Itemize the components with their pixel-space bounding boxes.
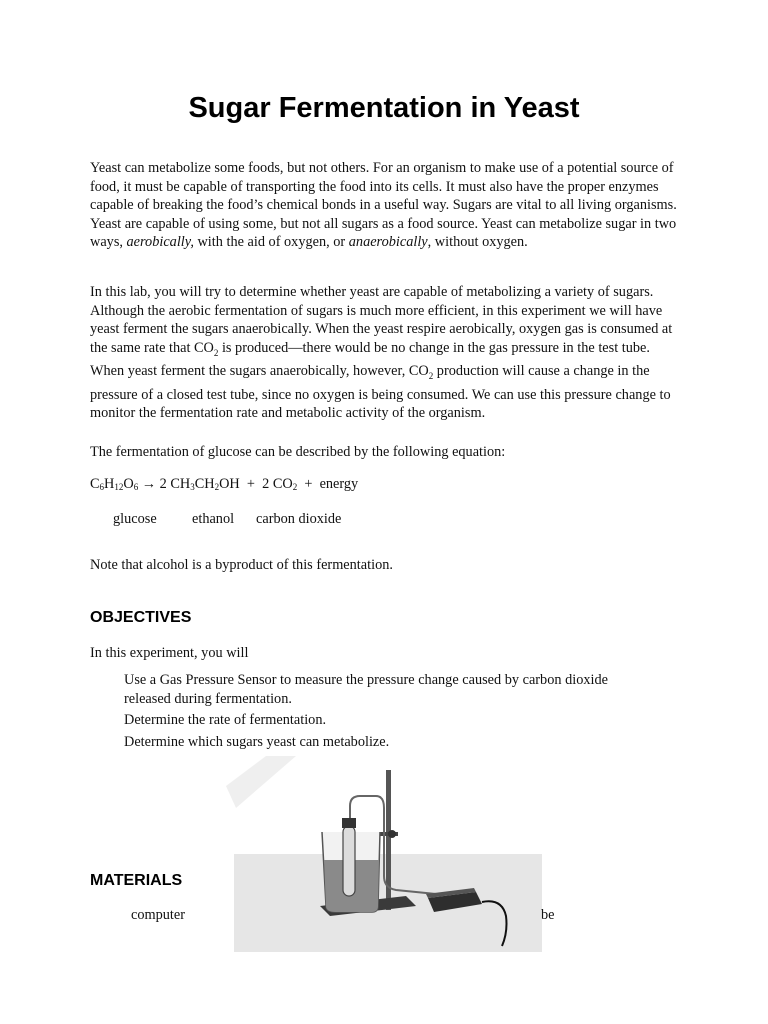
objectives-heading: OBJECTIVES xyxy=(90,609,192,626)
objective-item xyxy=(113,671,673,708)
term-anaerobically: anaerobically xyxy=(348,234,428,251)
intro-text: In this lab, you will try to determine whether yeast are capable of metabolizing a variety of sugars. Although the aerobic fermentation of sugars is much more efficient, in this experiment we will have yeast ferment the sugars anaerobically. When the yeast respire aerobically, oxygen gas is consumed at the same rate that CO xyxy=(90,284,673,356)
intro-paragraph-2 xyxy=(90,283,680,423)
objective-item xyxy=(113,733,673,752)
clamp-knob xyxy=(388,830,396,838)
intro-text: with the aid of oxygen, or xyxy=(193,234,349,251)
eq-part: + energy xyxy=(297,476,359,492)
intro-text: , without oxygen. xyxy=(427,234,528,251)
eq-subscript: 2 xyxy=(214,482,220,492)
term-aerobically: aerobically, xyxy=(126,234,194,251)
eq-subscript: 6 xyxy=(133,482,139,492)
intro-paragraph-1 xyxy=(90,159,680,252)
material-item-computer: computer xyxy=(131,907,185,923)
subscript: 2 xyxy=(428,371,434,382)
intro-paragraph-3 xyxy=(90,443,680,462)
eq-subscript: 2 xyxy=(292,482,298,492)
eq-part: O xyxy=(123,476,134,492)
eq-part: → 2 CH xyxy=(138,476,191,492)
page-title: Sugar Fermentation in Yeast xyxy=(188,92,580,124)
label-ethanol: ethanol xyxy=(192,511,235,527)
eq-subscript: 3 xyxy=(190,482,195,492)
subscript: 2 xyxy=(213,347,219,358)
fermentation-equation xyxy=(90,476,358,493)
equation-intro: The fermentation of glucose can be described by the following equation: xyxy=(90,444,506,460)
intro-text: is produced—there would be no change in the gas pressure in the test tube. When yeast ferment the sugars anaerobically, however, CO xyxy=(90,339,650,380)
note-text: Note that alcohol is a byproduct of this fermentation. xyxy=(90,557,393,573)
objective-text: Determine which sugars yeast can metabolize. xyxy=(124,734,390,750)
eq-subscript: 12 xyxy=(114,482,124,492)
eq-part: OH + 2 CO xyxy=(219,476,293,492)
eq-subscript: 6 xyxy=(99,482,105,492)
label-glucose: glucose xyxy=(113,511,157,527)
test-tube xyxy=(343,826,355,896)
intro-text: production will cause a change in the pressure of a closed test tube, since no oxygen is being consumed. We can use this pressure change to monitor the fermentation rate and metabolic activity of the organism. xyxy=(90,363,671,422)
materials-heading: MATERIALS xyxy=(90,872,183,889)
objective-text: Use a Gas Pressure Sensor to measure the pressure change caused by carbon dioxide xyxy=(124,672,608,688)
eq-part: C xyxy=(90,476,100,492)
objective-text-continued: released during fermentation. xyxy=(124,690,292,707)
experiment-setup-illustration xyxy=(226,756,542,952)
intro-text: Yeast can metabolize some foods, but not others. For an organism to make use of a potential source of food, it must be capable of transporting the food into its cells. It must also have the proper enzymes capable of breaking the food’s chemical bonds in a useful way. Sugars are vital to all living organisms. Yeast are capable of using some, but not all sugars as a food source. Yeast can metabolize sugar in two ways, xyxy=(90,160,677,251)
objective-text: Determine the rate of fermentation. xyxy=(124,712,327,728)
eq-part: CH xyxy=(194,476,215,492)
objective-item xyxy=(113,711,673,730)
material-item: be xyxy=(541,907,555,923)
stopper xyxy=(342,818,356,828)
background-stripe xyxy=(226,756,296,808)
objectives-intro: In this experiment, you will xyxy=(90,645,249,661)
eq-part: H xyxy=(104,476,115,492)
label-carbon-dioxide: carbon dioxide xyxy=(256,511,342,527)
